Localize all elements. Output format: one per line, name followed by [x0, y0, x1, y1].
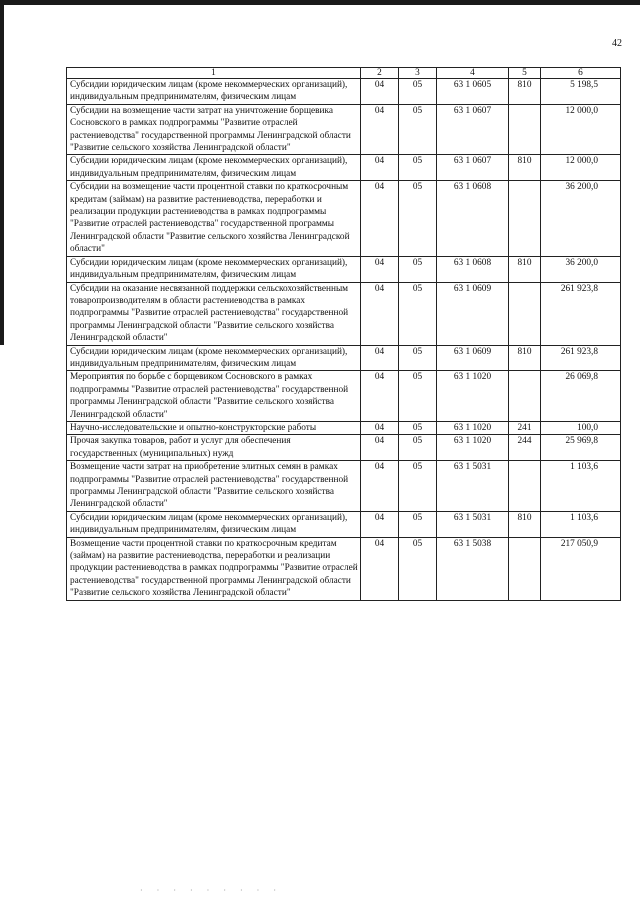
column-header: 6: [541, 68, 621, 79]
page-number: 42: [612, 38, 622, 49]
row-subsection: 05: [399, 181, 437, 256]
scan-border-left: [0, 0, 4, 345]
budget-table: [66, 67, 621, 601]
row-target-article: 63 1 1020: [437, 371, 509, 422]
row-amount: 261 923,8: [541, 345, 621, 371]
row-subsection: 05: [399, 537, 437, 600]
row-expense-type: [509, 104, 541, 155]
row-subsection: 05: [399, 511, 437, 537]
row-section: 04: [361, 435, 399, 461]
row-amount: 217 050,9: [541, 537, 621, 600]
row-section: 04: [361, 181, 399, 256]
row-section: 04: [361, 282, 399, 345]
table-row: [67, 421, 621, 434]
scan-border-top: [0, 0, 640, 5]
row-expense-type: [509, 537, 541, 600]
row-target-article: 63 1 0609: [437, 345, 509, 371]
row-amount: 36 200,0: [541, 181, 621, 256]
table-row: [67, 181, 621, 256]
table-row: [67, 155, 621, 181]
row-expense-type: 241: [509, 421, 541, 434]
row-name: Возмещение части процентной ставки по краткосрочным кредитам (займам) на развитие растениеводства, переработки и реализации продукции растениеводства в рамках подпрограммы "Развитие отраслей растениеводства" государственной программы Ленинградской области "Развитие сельского хозяйства Ленинградской области": [67, 537, 361, 600]
column-header: 2: [361, 68, 399, 79]
row-subsection: 05: [399, 461, 437, 512]
table-row: [67, 256, 621, 282]
row-section: 04: [361, 79, 399, 105]
row-name: Научно-исследовательские и опытно-конструкторские работы: [67, 421, 361, 434]
row-name: Прочая закупка товаров, работ и услуг для обеспечения государственных (муниципальных) нужд: [67, 435, 361, 461]
row-section: 04: [361, 537, 399, 600]
row-section: 04: [361, 345, 399, 371]
row-subsection: 05: [399, 104, 437, 155]
row-target-article: 63 1 1020: [437, 421, 509, 434]
row-target-article: 63 1 0605: [437, 79, 509, 105]
row-name: Субсидии юридическим лицам (кроме некоммерческих организаций), индивидуальным предпринимателям, физическим лицам: [67, 256, 361, 282]
table-row: [67, 435, 621, 461]
row-subsection: 05: [399, 421, 437, 434]
row-name: Субсидии юридическим лицам (кроме некоммерческих организаций), индивидуальным предпринимателям, физическим лицам: [67, 345, 361, 371]
row-subsection: 05: [399, 282, 437, 345]
row-target-article: 63 1 5031: [437, 511, 509, 537]
column-header: 1: [67, 68, 361, 79]
row-subsection: 05: [399, 435, 437, 461]
column-header: 4: [437, 68, 509, 79]
row-subsection: 05: [399, 79, 437, 105]
row-name: Субсидии на оказание несвязанной поддержки сельскохозяйственным товаропроизводителям в области растениеводства в рамках подпрограммы "Развитие отраслей растениеводства" государственной программы Ленинградской области "Развитие сельского хозяйства Ленинградской области": [67, 282, 361, 345]
row-target-article: 63 1 0608: [437, 181, 509, 256]
table-row: [67, 345, 621, 371]
row-section: 04: [361, 421, 399, 434]
row-amount: 1 103,6: [541, 511, 621, 537]
row-name: Мероприятия по борьбе с борщевиком Сосновского в рамках подпрограммы "Развитие отраслей растениеводства" государственной программы Ленинградской области "Развитие сельского хозяйства Ленинградской области": [67, 371, 361, 422]
row-name: Субсидии на возмещение части процентной ставки по краткосрочным кредитам (займам) на развитие растениеводства, переработки и реализации продукции растениеводства в рамках подпрограммы "Развитие отраслей растениеводства" государственной программы Ленинградской области "Развитие сельского хозяйства Ленинградской области": [67, 181, 361, 256]
row-name: Субсидии юридическим лицам (кроме некоммерческих организаций), индивидуальным предпринимателям, физическим лицам: [67, 511, 361, 537]
row-subsection: 05: [399, 256, 437, 282]
row-section: 04: [361, 511, 399, 537]
row-subsection: 05: [399, 155, 437, 181]
table-row: [67, 282, 621, 345]
row-target-article: 63 1 0607: [437, 155, 509, 181]
table-row: [67, 79, 621, 105]
row-expense-type: 810: [509, 345, 541, 371]
row-name: Возмещение части затрат на приобретение элитных семян в рамках подпрограммы "Развитие отраслей растениеводства" государственной программы Ленинградской области "Развитие сельского хозяйства Ленинградской области": [67, 461, 361, 512]
row-amount: 25 969,8: [541, 435, 621, 461]
row-target-article: 63 1 5038: [437, 537, 509, 600]
row-target-article: 63 1 5031: [437, 461, 509, 512]
row-target-article: 63 1 0607: [437, 104, 509, 155]
row-amount: 1 103,6: [541, 461, 621, 512]
row-section: 04: [361, 256, 399, 282]
row-name: Субсидии на возмещение части затрат на уничтожение борщевика Сосновского в рамках подпрограммы "Развитие отраслей растениеводства" государственной программы Ленинградской области "Развитие сельского хозяйства Ленинградской области": [67, 104, 361, 155]
row-amount: 36 200,0: [541, 256, 621, 282]
row-expense-type: 810: [509, 511, 541, 537]
row-expense-type: [509, 181, 541, 256]
row-section: 04: [361, 104, 399, 155]
row-amount: 12 000,0: [541, 155, 621, 181]
row-amount: 100,0: [541, 421, 621, 434]
row-target-article: 63 1 0609: [437, 282, 509, 345]
row-subsection: 05: [399, 371, 437, 422]
row-target-article: 63 1 0608: [437, 256, 509, 282]
column-header: 3: [399, 68, 437, 79]
row-amount: 261 923,8: [541, 282, 621, 345]
row-expense-type: 810: [509, 155, 541, 181]
row-subsection: 05: [399, 345, 437, 371]
row-expense-type: [509, 282, 541, 345]
row-section: 04: [361, 461, 399, 512]
row-expense-type: [509, 461, 541, 512]
row-amount: 26 069,8: [541, 371, 621, 422]
table-row: [67, 511, 621, 537]
row-amount: 12 000,0: [541, 104, 621, 155]
row-expense-type: 810: [509, 79, 541, 105]
row-name: Субсидии юридическим лицам (кроме некоммерческих организаций), индивидуальным предпринимателям, физическим лицам: [67, 155, 361, 181]
column-header: 5: [509, 68, 541, 79]
row-expense-type: [509, 371, 541, 422]
row-amount: 5 198,5: [541, 79, 621, 105]
table-row: [67, 371, 621, 422]
scan-artifacts: · · · · · · · · ·: [140, 886, 282, 895]
table-row: [67, 104, 621, 155]
row-expense-type: 810: [509, 256, 541, 282]
row-expense-type: 244: [509, 435, 541, 461]
row-name: Субсидии юридическим лицам (кроме некоммерческих организаций), индивидуальным предпринимателям, физическим лицам: [67, 79, 361, 105]
row-section: 04: [361, 371, 399, 422]
row-section: 04: [361, 155, 399, 181]
table-row: [67, 461, 621, 512]
table-row: [67, 537, 621, 600]
row-target-article: 63 1 1020: [437, 435, 509, 461]
table-header-row: [67, 68, 621, 79]
